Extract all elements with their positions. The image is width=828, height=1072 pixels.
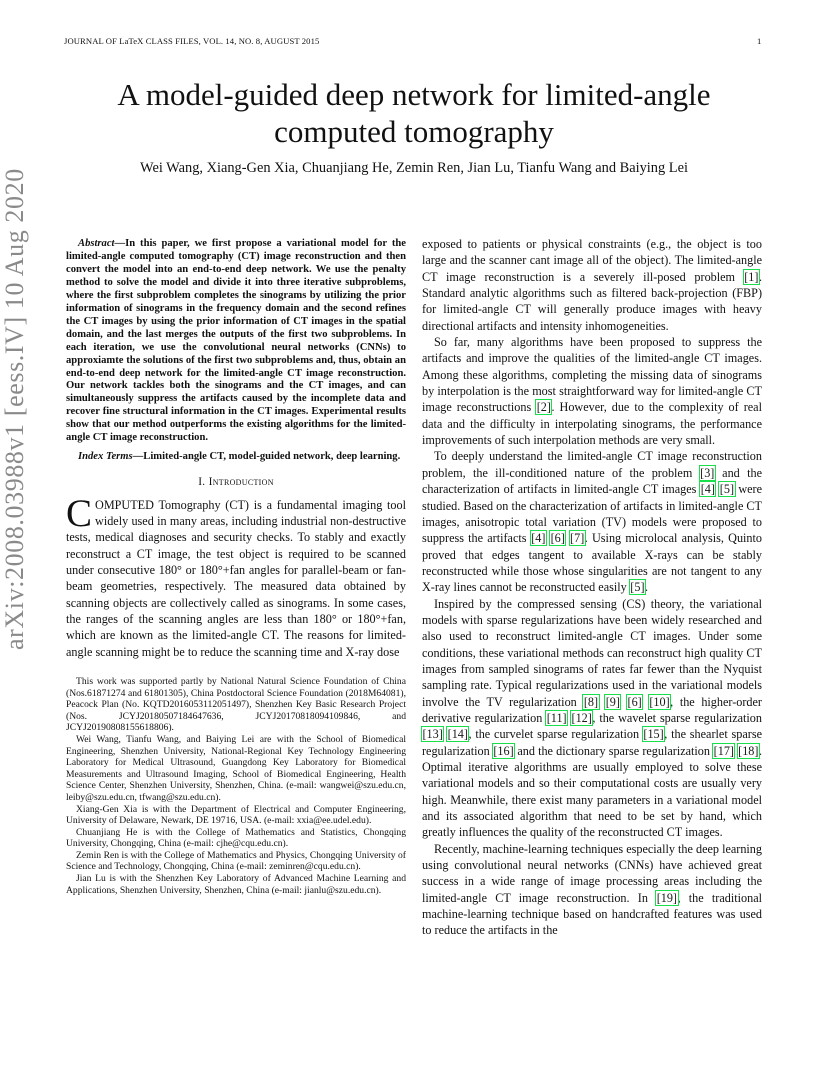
citation-link[interactable]: [3] xyxy=(700,465,715,480)
right-paragraph-3 xyxy=(422,448,762,595)
citation-link[interactable]: [9] xyxy=(605,694,620,709)
citation-link[interactable]: [7] xyxy=(570,531,585,546)
footnote-affiliation-udel: Xiang-Gen Xia is with the Department of Electrical and Computer Engineering, University of Delaware, Newark, DE 19716, USA. (e-mail: xxia@ee.udel.edu). xyxy=(66,803,406,827)
right-column xyxy=(422,236,762,939)
section-numeral: I. xyxy=(198,476,206,489)
intro-paragraph-1 xyxy=(66,491,406,660)
footnotes xyxy=(66,676,406,896)
text-run: To deeply understand the limited-angle CT image reconstruction problem, the ill-conditioned nature of the problem xyxy=(422,449,762,480)
citation-link[interactable]: [8] xyxy=(583,694,599,709)
right-paragraph-1 xyxy=(422,236,762,334)
citation-link[interactable]: [5] xyxy=(719,482,735,497)
text-run: So far, many algorithms have been proposed to suppress the artifacts and improve the qualities of the limited-angle CT images. Among these algorithms, completing the missing data of sinograms by interpolation is the most straightforward way for limited-angle CT image reconstructions xyxy=(422,335,762,415)
paper-title xyxy=(40,76,788,150)
drop-cap: C xyxy=(66,491,93,535)
citation-link[interactable]: [6] xyxy=(627,694,642,709)
text-run: . However, due to the complexity of real data and the difficulty in interpolating sinograms, the performance improvements of such interpolation methods are very small. xyxy=(422,400,762,448)
citation-link[interactable]: [5] xyxy=(630,580,645,595)
citation-link[interactable]: [16] xyxy=(493,743,514,758)
footnote-affiliation-cqu: Chuanjiang He is with the College of Mathematics and Statistics, Chongqing University, Chongqing, China (e-mail: cjhe@cqu.edu.cn). xyxy=(66,826,406,850)
citation-link[interactable]: [14] xyxy=(447,727,468,742)
citation-link[interactable]: [6] xyxy=(550,531,565,546)
text-run: . Optimal iterative algorithms are usually employed to solve these variational models and so their computational costs are usually very high. Meanwhile, there exist many parameters in a variational model and its associated algorithm that need to be set by hand, which greatly influences the quality of the reconstructed CT images. xyxy=(422,743,763,840)
text-run: , the shearlet sparse regularization xyxy=(422,727,762,758)
abstract xyxy=(66,238,406,445)
text-run: Recently, machine-learning techniques especially the deep learning using convolutional neural networks (CNNs) have achieved great success in a wide range of image processing areas including the limited-angle CT image reconstruction. In xyxy=(422,841,762,905)
citation-link[interactable]: [11] xyxy=(546,710,567,725)
text-run: , the curvelet sparse regularization xyxy=(468,727,643,742)
citation-link[interactable]: [13] xyxy=(422,727,443,742)
text-run: Inspired by the compressed sensing (CS) theory, the variational models with sparse regularizations have been widely researched and also used to reconstruct limited-angle CT images. Under some conditions, these variational methods can reconstruct high quality CT images from sampled sinograms of rates far fewer than the Nyquist sampling rate. Typical regularizations used in the variational models involve the TV regularization xyxy=(422,596,762,709)
text-run: were studied. Based on the characterization of artifacts in limited-angle CT images, anisotropic total variation (TV) models were proposed to suppress the artifacts xyxy=(422,482,763,546)
page-number: 1 xyxy=(757,36,762,46)
section-title: Introduction xyxy=(208,476,274,489)
citation-link[interactable]: [15] xyxy=(643,727,664,742)
citation-link[interactable]: [2] xyxy=(536,400,551,415)
footnote-affiliation-mla: Jian Lu is with the Shenzhen Key Laboratory of Advanced Machine Learning and Applications, Shenzhen University, Shenzhen, China (e-mail: jianlu@szu.edu.cn). xyxy=(66,873,406,896)
citation-link[interactable]: [19] xyxy=(656,890,677,905)
right-paragraph-2 xyxy=(422,334,762,448)
right-paragraph-5 xyxy=(422,841,762,939)
text-run: , the wavelet sparse regularization xyxy=(592,710,762,725)
text-run: exposed to patients or physical constraints (e.g., the object is too large and the scanner cant image all of the object). The limited-angle CT image reconstruction is a severely ill-posed problem xyxy=(422,237,762,284)
title-line-1: A model-guided deep network for limited-angle xyxy=(117,77,711,112)
citation-link[interactable]: [1] xyxy=(744,269,759,284)
text-run: . Using microlocal analysis, Quinto proved that edges tangent to available X-rays can be stably reconstructed while those whose singularities are not tangent to any X-ray lines cannot be reconstructed easily xyxy=(422,531,762,595)
text-run: . xyxy=(645,580,649,595)
footnote-affiliation-cqust: Zemin Ren is with the College of Mathematics and Physics, Chongqing University of Science and Technology, Chongqing, China (e-mail: zeminren@cqu.edu.cn). xyxy=(66,849,406,873)
index-terms-text: —Limited-angle CT, model-guided network, deep learning. xyxy=(132,451,401,463)
running-header: JOURNAL OF LaTeX CLASS FILES, VOL. 14, NO. 8, AUGUST 2015 xyxy=(64,36,320,46)
footnote-affiliation-szu: Wei Wang, Tianfu Wang, and Baiying Lei are with the School of Biomedical Engineering, Shenzhen University, National-Regional Key Technology Engineering Laboratory for Medical Ultrasound, Guangdong Key Laboratory for Biomedical Measurements and Ultrasound Imaging, School of Biomedical Engineering, Health Science Center, Shenzhen University, Shenzhen, China. (e-mail: wangwei@szu.edu.cn, leiby@szu.edu.cn, tfwang@szu.edu.cn). xyxy=(66,733,406,803)
author-list: Wei Wang, Xiang-Gen Xia, Chuanjiang He, Zemin Ren, Jian Lu, Tianfu Wang and Baiying Lei xyxy=(140,160,688,176)
title-line-2: computed tomography xyxy=(274,114,554,149)
arxiv-stamp: arXiv:2008.03988v1 [eess.IV] 10 Aug 2020 xyxy=(0,168,29,650)
text-run: , the higher-order derivative regularization xyxy=(422,694,762,725)
text-run: and the characterization of artifacts in limited-angle CT images xyxy=(422,465,762,497)
citation-link[interactable]: [4] xyxy=(531,531,546,546)
text-run: . Standard analytic algorithms such as filtered back-projection (FBP) for limited-angle CT will generally produce images with heavy directional artifacts and intensity inhomogeneities. xyxy=(422,269,762,333)
text-run: , the traditional machine-learning technique based on handcrafted features was used to reduce the artifacts in the xyxy=(422,890,762,938)
citation-link[interactable]: [17] xyxy=(713,743,734,758)
text-run: and the dictionary sparse regularization xyxy=(514,743,714,758)
intro-paragraph-1-text: OMPUTED Tomography (CT) is a fundamental imaging tool widely used in many areas, including industrial non-destructive tests, medical diagnoses and security checks. To stably and exactly reconstruct a CT image, the test object is required to be scanned under consecutive 180° or 180°+fan angles for parallel-beam or fan-beam geometries, respectively. The measured data obtained by scanning objects are collectively called as sinograms. In some cases, the ranges of the scanning angles are less than 180° or 180°+fan, which are known as the limited-angle CT. The reasons for limited-angle scanning might be to reduce the scanning time and X-ray dose xyxy=(66,497,406,659)
section-heading-introduction xyxy=(66,474,406,490)
citation-link[interactable]: [10] xyxy=(649,694,670,709)
index-terms xyxy=(66,451,406,464)
footnote-funding: This work was supported partly by National Natural Science Foundation of China (Nos.61871274 and 61801305), China Postdoctoral Science Foundation (2018M64081), Peacock Plan (No. KQTD2016053112051497), Shenzhen Key Basic Research Project (Nos. JCYJ20180507184647636, JCYJ20170818094109846, and JCYJ20190808155618806). xyxy=(66,675,406,734)
citation-link[interactable]: [4] xyxy=(700,482,715,497)
citation-link[interactable]: [18] xyxy=(738,743,759,758)
abstract-text: —In this paper, we first propose a variational model for the limited-angle computed tomography (CT) image reconstruction and then convert the model into an end-to-end deep network. We use the penalty method to solve the model and divide it into three iterative subproblems, where the first subproblem completes the sinograms by utilizing the prior information of sinograms in the frequency domain and the second refines the CT images by using the prior information of CT images in the spatial domain, and the last merges the outputs of the first two subproblems. In each iteration, we use the convolutional neural networks (CNNs) to approxiamte the solutions of the first two subproblems and, thus, obtain an end-to-end deep network for the limited-angle CT image reconstruction. Our network tackles both the sinograms and the CT images, and can simultaneously suppress the artifacts caused by the incomplete data and recover fine structural information in the CT images. Experimental results show that our method outperforms the existing algorithms for the limited-angle CT image reconstruction. xyxy=(66,238,406,444)
citation-link[interactable]: [12] xyxy=(571,710,592,725)
abstract-label: Abstract xyxy=(78,238,115,249)
right-paragraph-4 xyxy=(422,596,762,841)
left-column xyxy=(66,238,406,896)
index-terms-label: Index Terms xyxy=(78,451,133,463)
